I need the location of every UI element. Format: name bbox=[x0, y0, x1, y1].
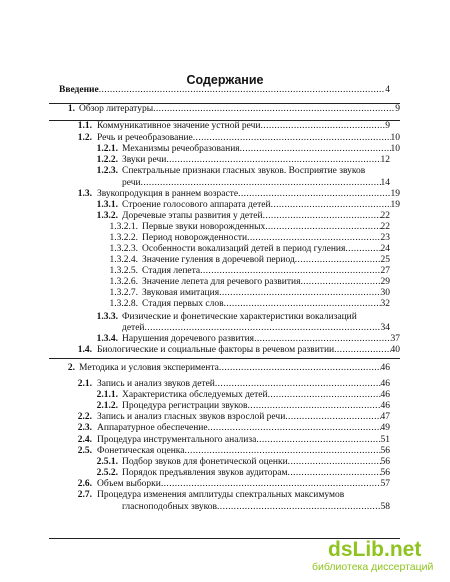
toc-entry-number: 1.3.4. bbox=[96, 334, 118, 344]
toc-entry bbox=[100, 298, 390, 311]
toc-page-number: 46 bbox=[380, 363, 390, 373]
toc-page-number: 46 bbox=[380, 379, 390, 389]
toc-entry-title: Строение голосового аппарата детей bbox=[122, 200, 271, 210]
toc-page-number: 58 bbox=[380, 502, 390, 512]
toc-page-number: 23 bbox=[380, 233, 390, 243]
toc-entry-title: Значение лепета для речевого развития bbox=[142, 277, 301, 287]
toc-entry-number: 1.3.2.5. bbox=[109, 266, 138, 276]
toc-entry-number: Введение bbox=[59, 85, 99, 95]
toc-entry bbox=[59, 362, 390, 375]
toc-entry-title: детей bbox=[122, 323, 145, 333]
toc-page-number: 10 bbox=[390, 144, 400, 154]
toc-entry-title: Процедура изменения амплитуды спектральных максимумов bbox=[97, 490, 345, 500]
section-divider bbox=[49, 103, 400, 104]
toc-entry-number: 1.3. bbox=[77, 189, 92, 199]
toc-page-number: 24 bbox=[380, 244, 390, 254]
toc-page-number: 56 bbox=[380, 457, 390, 467]
toc-entry-title: Нарушения доречевого развития bbox=[122, 334, 255, 344]
toc-page-number: 40 bbox=[390, 345, 400, 355]
toc-entry-number: 1.2. bbox=[77, 133, 92, 143]
toc-page-number: 46 bbox=[380, 401, 390, 411]
toc-page-number: 10 bbox=[390, 133, 400, 143]
toc-entry-number: 2.6. bbox=[77, 479, 92, 489]
toc-page-number: 47 bbox=[380, 412, 390, 422]
toc-entry-number: 1.3.2.2. bbox=[109, 233, 138, 243]
watermark-logo: dsLib.net bbox=[328, 538, 422, 561]
page-title: Содержание bbox=[186, 73, 264, 87]
toc-entry-number: 1.3.1. bbox=[96, 200, 118, 210]
toc-page-number: 19 bbox=[390, 200, 400, 210]
toc-entry-title: Звуковая имитация bbox=[142, 288, 220, 298]
toc-entry-number: 1.3.2.6. bbox=[109, 277, 138, 287]
dot-leader bbox=[219, 362, 381, 375]
toc-entry-title: Период новорожденности bbox=[142, 233, 248, 243]
toc-page-number: 51 bbox=[380, 435, 390, 445]
toc-page-number: 34 bbox=[380, 323, 390, 333]
toc-page-number: 25 bbox=[380, 255, 390, 265]
toc-entry-number: 1.3.2.7. bbox=[109, 288, 138, 298]
toc-entry-title: Значение гуления в доречевой период bbox=[142, 255, 295, 265]
toc-page-number: 27 bbox=[380, 266, 390, 276]
toc-page-number: 46 bbox=[380, 390, 390, 400]
toc-entry-number: 1.3.2.3. bbox=[109, 244, 138, 254]
toc-entry-number: 2.5.1. bbox=[96, 457, 118, 467]
toc-entry-title: Процедура регистрации звуков bbox=[122, 401, 248, 411]
toc-page-number: 22 bbox=[380, 211, 390, 221]
toc-page-number: 12 bbox=[380, 155, 390, 165]
toc-entry-number: 2.5. bbox=[77, 446, 92, 456]
toc-entry-title: Механизмы речеобразования bbox=[122, 144, 240, 154]
toc-entry-number: 1.4. bbox=[77, 345, 92, 355]
toc-page-number: 30 bbox=[380, 288, 390, 298]
toc-entry-title: Биологические и социальные факторы в речевом развитии bbox=[97, 345, 335, 355]
dot-leader bbox=[153, 103, 395, 116]
toc-entry-title: Объем выборки bbox=[97, 479, 161, 489]
toc-page-number: 9 bbox=[385, 121, 390, 131]
toc-entry-title: Первые звуки новорожденных bbox=[142, 222, 266, 232]
toc-entry-number: 2.1. bbox=[77, 379, 92, 389]
toc-entry-title: Доречевые этапы развития у детей bbox=[122, 211, 263, 221]
toc-entry-title: Запись и анализ гласных звуков взрослой речи bbox=[97, 412, 286, 422]
toc-entry-title: Характеристика обследуемых детей bbox=[122, 390, 268, 400]
toc-entry-number: 2.2. bbox=[77, 412, 92, 422]
toc-entry-title: Процедура инструментального анализа bbox=[97, 435, 257, 445]
toc-entry-title: Спектральные признаки гласных звуков. Восприятие звуков bbox=[122, 166, 366, 176]
toc-entry-number: 2.3. bbox=[77, 423, 92, 433]
toc-entry-number: 2.1.1. bbox=[96, 390, 118, 400]
dot-leader bbox=[99, 84, 386, 97]
toc-entry-number: 1.3.3. bbox=[96, 312, 118, 322]
toc-entry-number: 1.1. bbox=[77, 121, 92, 131]
toc-entry-title: Звуки речи bbox=[122, 155, 167, 165]
toc-entry-number: 1.3.2.8. bbox=[109, 299, 138, 309]
toc-entry-number: 2. bbox=[67, 363, 75, 373]
toc-page-number: 9 bbox=[395, 104, 400, 114]
toc-entry-title: Запись и анализ звуков детей bbox=[97, 379, 215, 389]
toc-entry-title: речи bbox=[122, 178, 141, 188]
dot-leader bbox=[217, 501, 380, 514]
section-divider bbox=[49, 120, 400, 121]
toc-page-number: 29 bbox=[380, 277, 390, 287]
section-divider bbox=[49, 358, 400, 359]
toc-entry-number: 1.2.3. bbox=[96, 166, 118, 176]
toc-entry-number: 1.2.2. bbox=[96, 155, 118, 165]
toc-entry-title: Аппаратурное обеспечение bbox=[97, 423, 208, 433]
toc-entry-title: Физические и фонетические характеристики вокализаций bbox=[122, 312, 357, 322]
toc-entry bbox=[59, 344, 400, 357]
toc-page-number: 57 bbox=[380, 479, 390, 489]
toc-entry-number: 1. bbox=[67, 104, 75, 114]
toc-entry-title: Методика и условия эксперимента bbox=[79, 363, 219, 373]
toc-entry bbox=[59, 103, 400, 116]
toc-entry-number: 2.7. bbox=[77, 490, 92, 500]
toc-entry-title: Стадия лепета bbox=[142, 266, 201, 276]
toc-entry-number: 1.2.1. bbox=[96, 144, 118, 154]
toc-page-number: 14 bbox=[380, 178, 390, 188]
toc-entry-title: Речь и речеобразование bbox=[97, 133, 193, 143]
toc-entry-title: Стадия первых слов bbox=[142, 299, 224, 309]
toc-entry-title: Порядок предъявления звуков аудиторам bbox=[122, 468, 288, 478]
dot-leader bbox=[334, 344, 390, 357]
toc-page-number: 37 bbox=[390, 334, 400, 344]
toc-entry-title: Обзор литературы bbox=[79, 104, 154, 114]
toc-page-number: 49 bbox=[380, 423, 390, 433]
toc-entry-number: 2.5.2. bbox=[96, 468, 118, 478]
toc-page-number: 56 bbox=[380, 468, 390, 478]
toc-entry bbox=[122, 501, 390, 514]
toc-entry-title: Фонетическая оценка bbox=[97, 446, 185, 456]
toc-entry-title: гласноподобных звуков bbox=[122, 502, 218, 512]
toc-page-number: 22 bbox=[380, 222, 390, 232]
toc-entry-number: 1.3.2.4. bbox=[109, 255, 138, 265]
toc-entry-title: Звукопродукция в раннем возрасте bbox=[97, 189, 239, 199]
toc-page-number: 32 bbox=[380, 299, 390, 309]
dot-leader bbox=[224, 298, 381, 311]
watermark-tagline: библиотека диссертаций bbox=[312, 561, 434, 573]
toc-entry-number: 1.3.2.1. bbox=[109, 222, 138, 232]
toc-entry-number: 1.3.2. bbox=[96, 211, 118, 221]
toc-page-number: 19 bbox=[390, 189, 400, 199]
toc-entry-title: Коммуникативное значение устной речи bbox=[97, 121, 261, 131]
toc-entry-number: 2.4. bbox=[77, 435, 92, 445]
toc-entry-title: Особенности вокализаций детей в период гуления bbox=[142, 244, 346, 254]
toc-entry bbox=[59, 84, 390, 97]
toc-entry-number: 2.1.2. bbox=[96, 401, 118, 411]
toc-page-number: 56 bbox=[380, 446, 390, 456]
toc-entry-title: Подбор звуков для фонетической оценки bbox=[122, 457, 288, 467]
toc-page-number: 4 bbox=[385, 85, 390, 95]
